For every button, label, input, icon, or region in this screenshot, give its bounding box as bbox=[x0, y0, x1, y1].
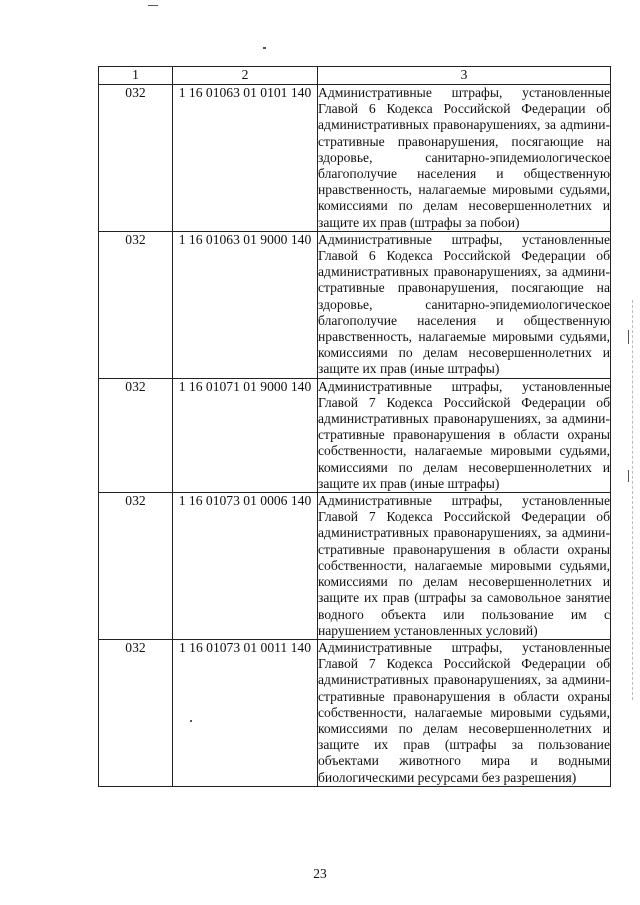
kbk-code-cell: 1 16 01073 01 0011 140 bbox=[173, 639, 318, 786]
table-header-row bbox=[99, 67, 611, 85]
scan-edge-line bbox=[632, 300, 634, 700]
kbk-code-cell: 1 16 01063 01 9000 140 bbox=[173, 231, 318, 378]
kbk-code-cell: 1 16 01073 01 0006 140 bbox=[173, 493, 318, 640]
kbk-code-cell: 1 16 01063 01 0101 140 bbox=[173, 85, 318, 232]
description-cell: Административные штрафы, установленные Главой 6 Кодекса Российской Федерации об административных правонарушениях, за административные правонарушения, посягающие на здоровье, санитарно-эпидемиологическое благополучие населения и общественную нравственность, налагаемые мировыми судьями, комиссиями по делам несовершеннолетних и защите их прав (иные штрафы) bbox=[318, 231, 610, 377]
scan-artifact bbox=[263, 47, 266, 49]
table-row bbox=[99, 493, 611, 640]
page-number: 23 bbox=[313, 866, 327, 881]
admin-code-cell: 032 bbox=[99, 493, 173, 640]
admin-code-cell: 032 bbox=[99, 231, 173, 378]
description-cell: Административные штрафы, установленные Главой 7 Кодекса Российской Федерации об административных правонарушениях, за административные правонарушения в области охраны собственности, налагаемые мировыми судьями, комиссиями по делам несовершеннолетних и защите их прав (иные штрафы) bbox=[318, 378, 610, 491]
admin-code-cell: 032 bbox=[99, 378, 173, 492]
table-row bbox=[99, 378, 611, 492]
admin-code-cell: 032 bbox=[99, 85, 173, 232]
description-cell: Административные штрафы, установленные Главой 6 Кодекса Российской Федерации об административных правонарушениях, за адmинистративные правонарушения, посягающие на здоровье, санитарно-эпидемиологическое благополучие населения и общественную нравственность, налагаемые мировыми судьями, комиссиями по делам несовершеннолетних и защите их прав (штрафы за побои) bbox=[318, 85, 610, 230]
description-cell: Административные штрафы, установленные Главой 7 Кодекса Российской Федерации об административных правонарушениях, за административные правонарушения в области охраны собственности, налагаемые мировыми судьями, комиссиями по делам несовершеннолетних и защите их прав (штрафы за самовольное занятие водного объекта или пользование им с нарушением установленных условий) bbox=[318, 493, 610, 638]
scan-artifact bbox=[628, 330, 629, 344]
scan-artifact bbox=[628, 470, 629, 482]
table-row bbox=[99, 231, 611, 378]
kbk-code-cell: 1 16 01071 01 9000 140 bbox=[173, 378, 318, 492]
description-cell: Административные штрафы, установленные Главой 7 Кодекса Российской Федерации об административных правонарушениях, за административные правонарушения в области охраны собственности, налагаемые мировыми судьями, комиссиями по делам несовершеннолетних и защите их прав (штрафы за пользование объектами животного мира и водными биологическими ресурсами без разрешения) bbox=[318, 639, 610, 785]
table-row bbox=[99, 639, 611, 786]
scan-artifact bbox=[148, 5, 158, 6]
revenue-codes-table bbox=[98, 66, 611, 787]
column-header: 1 bbox=[99, 67, 173, 85]
column-header: 2 bbox=[173, 67, 318, 85]
admin-code-cell: 032 bbox=[99, 639, 173, 786]
column-header: 3 bbox=[318, 67, 611, 85]
table-row bbox=[99, 85, 611, 232]
